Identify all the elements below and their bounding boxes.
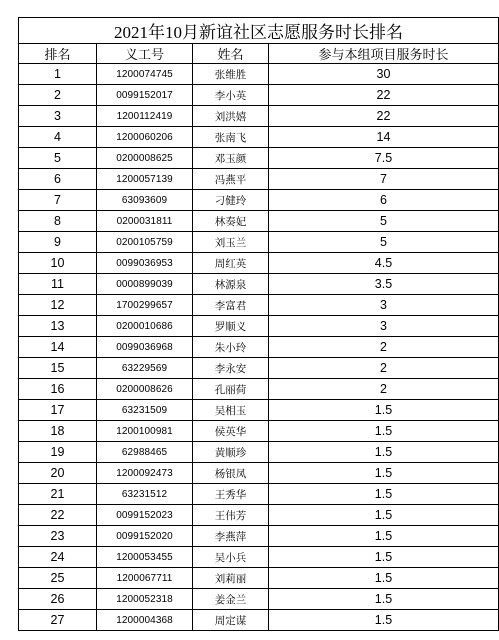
cell-rank: 4 bbox=[19, 127, 97, 148]
table-row bbox=[19, 442, 499, 463]
cell-hours: 5 bbox=[269, 232, 499, 253]
table-row bbox=[19, 337, 499, 358]
cell-volunteer-id: 1200092473 bbox=[97, 463, 193, 484]
cell-volunteer-id: 0200008625 bbox=[97, 148, 193, 169]
table-row bbox=[19, 610, 499, 631]
table-row bbox=[19, 526, 499, 547]
cell-rank: 13 bbox=[19, 316, 97, 337]
cell-hours: 2 bbox=[269, 337, 499, 358]
cell-name: 周定谋 bbox=[193, 610, 269, 631]
cell-hours: 1.5 bbox=[269, 442, 499, 463]
cell-rank: 20 bbox=[19, 463, 97, 484]
cell-rank: 17 bbox=[19, 400, 97, 421]
cell-name: 刘莉丽 bbox=[193, 568, 269, 589]
table-row bbox=[19, 190, 499, 211]
cell-volunteer-id: 0099036953 bbox=[97, 253, 193, 274]
cell-volunteer-id: 1200060206 bbox=[97, 127, 193, 148]
cell-name: 罗顺义 bbox=[193, 316, 269, 337]
cell-hours: 5 bbox=[269, 211, 499, 232]
cell-rank: 26 bbox=[19, 589, 97, 610]
table-row bbox=[19, 274, 499, 295]
cell-hours: 3 bbox=[269, 295, 499, 316]
cell-rank: 15 bbox=[19, 358, 97, 379]
cell-name: 张维胜 bbox=[193, 64, 269, 85]
cell-volunteer-id: 62988465 bbox=[97, 442, 193, 463]
cell-hours: 1.5 bbox=[269, 547, 499, 568]
table-row bbox=[19, 106, 499, 127]
cell-name: 李小英 bbox=[193, 85, 269, 106]
cell-name: 刁健玲 bbox=[193, 190, 269, 211]
table-row bbox=[19, 211, 499, 232]
header-volunteer-id: 义工号 bbox=[97, 44, 193, 64]
cell-name: 刘玉兰 bbox=[193, 232, 269, 253]
table-row bbox=[19, 547, 499, 568]
table-row bbox=[19, 253, 499, 274]
cell-volunteer-id: 63229569 bbox=[97, 358, 193, 379]
cell-hours: 1.5 bbox=[269, 526, 499, 547]
cell-volunteer-id: 1200004368 bbox=[97, 610, 193, 631]
cell-rank: 3 bbox=[19, 106, 97, 127]
cell-rank: 11 bbox=[19, 274, 97, 295]
cell-name: 侯英华 bbox=[193, 421, 269, 442]
cell-volunteer-id: 63231512 bbox=[97, 484, 193, 505]
cell-volunteer-id: 0099152023 bbox=[97, 505, 193, 526]
table-row bbox=[19, 589, 499, 610]
header-rank: 排名 bbox=[19, 44, 97, 64]
header-hours: 参与本组项目服务时长 bbox=[269, 44, 499, 64]
cell-hours: 1.5 bbox=[269, 568, 499, 589]
cell-volunteer-id: 0099036968 bbox=[97, 337, 193, 358]
cell-hours: 1.5 bbox=[269, 505, 499, 526]
cell-hours: 1.5 bbox=[269, 589, 499, 610]
cell-rank: 18 bbox=[19, 421, 97, 442]
table-row bbox=[19, 316, 499, 337]
cell-name: 张南飞 bbox=[193, 127, 269, 148]
table-row bbox=[19, 358, 499, 379]
cell-hours: 2 bbox=[269, 379, 499, 400]
cell-rank: 10 bbox=[19, 253, 97, 274]
cell-hours: 1.5 bbox=[269, 400, 499, 421]
cell-name: 黄顺珍 bbox=[193, 442, 269, 463]
cell-hours: 30 bbox=[269, 64, 499, 85]
ranking-table bbox=[18, 17, 499, 631]
cell-volunteer-id: 0200105759 bbox=[97, 232, 193, 253]
cell-hours: 1.5 bbox=[269, 610, 499, 631]
cell-name: 邓玉颜 bbox=[193, 148, 269, 169]
table-row bbox=[19, 463, 499, 484]
cell-hours: 4.5 bbox=[269, 253, 499, 274]
cell-volunteer-id: 1200112419 bbox=[97, 106, 193, 127]
cell-volunteer-id: 0000899039 bbox=[97, 274, 193, 295]
cell-rank: 25 bbox=[19, 568, 97, 589]
cell-rank: 6 bbox=[19, 169, 97, 190]
cell-volunteer-id: 0200031811 bbox=[97, 211, 193, 232]
cell-name: 冯燕平 bbox=[193, 169, 269, 190]
cell-volunteer-id: 1200057139 bbox=[97, 169, 193, 190]
cell-hours: 2 bbox=[269, 358, 499, 379]
cell-rank: 19 bbox=[19, 442, 97, 463]
table-row bbox=[19, 505, 499, 526]
cell-volunteer-id: 1200053455 bbox=[97, 547, 193, 568]
cell-rank: 22 bbox=[19, 505, 97, 526]
table-row bbox=[19, 568, 499, 589]
table-row bbox=[19, 379, 499, 400]
cell-name: 李富君 bbox=[193, 295, 269, 316]
cell-volunteer-id: 1200067711 bbox=[97, 568, 193, 589]
cell-hours: 14 bbox=[269, 127, 499, 148]
table-row bbox=[19, 295, 499, 316]
cell-rank: 12 bbox=[19, 295, 97, 316]
cell-rank: 16 bbox=[19, 379, 97, 400]
cell-name: 李燕萍 bbox=[193, 526, 269, 547]
table-row bbox=[19, 148, 499, 169]
cell-volunteer-id: 1700299657 bbox=[97, 295, 193, 316]
cell-rank: 2 bbox=[19, 85, 97, 106]
cell-hours: 7 bbox=[269, 169, 499, 190]
header-name: 姓名 bbox=[193, 44, 269, 64]
cell-rank: 7 bbox=[19, 190, 97, 211]
cell-rank: 9 bbox=[19, 232, 97, 253]
table-row bbox=[19, 127, 499, 148]
cell-volunteer-id: 1200100981 bbox=[97, 421, 193, 442]
cell-hours: 1.5 bbox=[269, 484, 499, 505]
cell-rank: 14 bbox=[19, 337, 97, 358]
cell-name: 林奏妃 bbox=[193, 211, 269, 232]
cell-name: 吴相玉 bbox=[193, 400, 269, 421]
cell-volunteer-id: 0200008626 bbox=[97, 379, 193, 400]
cell-volunteer-id: 63231509 bbox=[97, 400, 193, 421]
table-row bbox=[19, 400, 499, 421]
table-row bbox=[19, 421, 499, 442]
cell-volunteer-id: 0200010686 bbox=[97, 316, 193, 337]
cell-name: 孔丽荷 bbox=[193, 379, 269, 400]
cell-hours: 22 bbox=[269, 85, 499, 106]
cell-volunteer-id: 1200074745 bbox=[97, 64, 193, 85]
table-row bbox=[19, 85, 499, 106]
table-row bbox=[19, 232, 499, 253]
cell-hours: 1.5 bbox=[269, 463, 499, 484]
cell-rank: 27 bbox=[19, 610, 97, 631]
cell-name: 周红英 bbox=[193, 253, 269, 274]
cell-rank: 5 bbox=[19, 148, 97, 169]
cell-rank: 23 bbox=[19, 526, 97, 547]
cell-name: 朱小玲 bbox=[193, 337, 269, 358]
cell-rank: 21 bbox=[19, 484, 97, 505]
table-row bbox=[19, 169, 499, 190]
cell-name: 吴小兵 bbox=[193, 547, 269, 568]
cell-hours: 1.5 bbox=[269, 421, 499, 442]
table-row bbox=[19, 484, 499, 505]
cell-name: 王秀华 bbox=[193, 484, 269, 505]
cell-hours: 3.5 bbox=[269, 274, 499, 295]
cell-name: 杨银凤 bbox=[193, 463, 269, 484]
cell-name: 李永安 bbox=[193, 358, 269, 379]
cell-name: 王伟芳 bbox=[193, 505, 269, 526]
sheet-title: 2021年10月新谊社区志愿服务时长排名 bbox=[19, 18, 499, 44]
cell-volunteer-id: 63093609 bbox=[97, 190, 193, 211]
cell-rank: 24 bbox=[19, 547, 97, 568]
cell-hours: 7.5 bbox=[269, 148, 499, 169]
cell-volunteer-id: 0099152017 bbox=[97, 85, 193, 106]
cell-name: 姜金兰 bbox=[193, 589, 269, 610]
cell-hours: 3 bbox=[269, 316, 499, 337]
table-row bbox=[19, 64, 499, 85]
cell-hours: 22 bbox=[269, 106, 499, 127]
cell-rank: 8 bbox=[19, 211, 97, 232]
cell-volunteer-id: 1200052318 bbox=[97, 589, 193, 610]
cell-volunteer-id: 0099152020 bbox=[97, 526, 193, 547]
cell-rank: 1 bbox=[19, 64, 97, 85]
cell-name: 林源泉 bbox=[193, 274, 269, 295]
cell-hours: 6 bbox=[269, 190, 499, 211]
cell-name: 刘洪嬉 bbox=[193, 106, 269, 127]
